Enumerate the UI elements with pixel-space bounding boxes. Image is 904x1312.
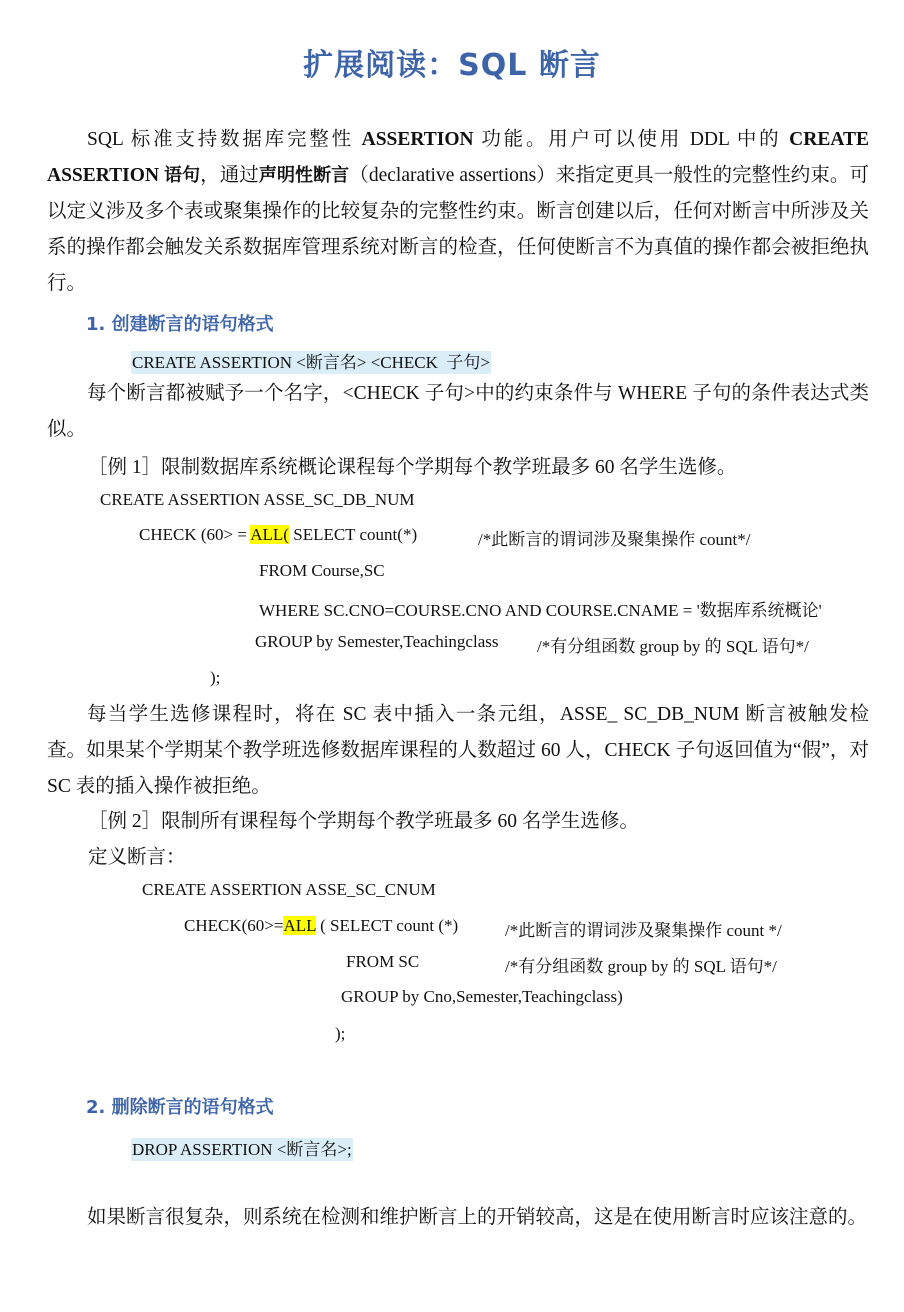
create-syntax: CREATE ASSERTION <断言名> <CHECK 子句> <box>132 353 490 372</box>
ex2-code-comment2: /*有分组函数 group by 的 SQL 语句*/ <box>505 957 777 976</box>
ex2-code-line1: CREATE ASSERTION ASSE_SC_CNUM <box>142 880 436 899</box>
example2-define-label: 定义断言： <box>88 847 186 868</box>
example2-title: ［例 2］限制所有课程每个学期每个教学班最多 60 名学生选修。 <box>88 811 639 832</box>
example1-title: ［例 1］限制数据库系统概论课程每个学期每个教学班最多 60 名学生选修。 <box>88 457 737 478</box>
section2-heading: 2. 删除断言的语句格式 <box>86 1097 274 1118</box>
ex2-code-line4: GROUP by Cno,Semester,Teachingclass) <box>341 987 623 1006</box>
ex1-code-line4: WHERE SC.CNO=COURSE.CNO AND COURSE.CNAME = '数据库系统概论' <box>259 601 822 620</box>
syntax-description: 每个断言都被赋予一个名字，<CHECK 子句>中的约束条件与 WHERE 子句的条件表达式类似。 <box>47 383 869 440</box>
ex1-code-line2: CHECK (60> = ALL( SELECT count(*) <box>139 525 418 544</box>
drop-syntax: DROP ASSERTION <断言名>; <box>132 1140 352 1159</box>
ex2-code-line2: CHECK(60>=ALL ( SELECT count (*) <box>184 916 459 935</box>
ex2-code-comment1: /*此断言的谓词涉及聚集操作 count */ <box>505 921 782 940</box>
ex1-code-line5: GROUP by Semester,Teachingclass <box>255 632 499 651</box>
page-title: 扩展阅读：SQL 断言 <box>303 48 601 83</box>
ex2-code-line3: FROM SC <box>346 952 420 971</box>
intro-paragraph: SQL 标准支持数据库完整性 ASSERTION 功能。用户可以使用 DDL 中的 CREATE ASSERTION 语句，通过声明性断言（declarative assertions）来指定更具一般性的完整性约束。可以定义涉及多个表或聚集操作的比较复杂的完整性约束。断言创建以后，任何对断言中所涉及关系的操作都会触发关系数据库管理系统对断言的检查，任何使断言不为真值的操作都会被拒绝执行。 <box>47 129 870 294</box>
ex1-code-comment2: /*有分组函数 group by 的 SQL 语句*/ <box>537 637 809 656</box>
ex1-code-line3: FROM Course,SC <box>259 561 385 580</box>
ex1-code-line6: ); <box>210 668 221 687</box>
ex1-code-comment1: /*此断言的谓词涉及聚集操作 count*/ <box>478 530 751 549</box>
drop-description: 如果断言很复杂，则系统在检测和维护断言上的开销较高，这是在使用断言时应该注意的。 <box>87 1207 868 1228</box>
ex2-code-line5: ); <box>335 1024 346 1043</box>
example1-description: 每当学生选修课程时，将在 SC 表中插入一条元组，ASSE_ SC_DB_NUM 断言被触发检查。如果某个学期某个教学班选修数据库课程的人数超过 60 人，CHECK 子句返回值为“假”，对 SC 表的插入操作被拒绝。 <box>47 704 869 797</box>
ex1-code-line1: CREATE ASSERTION ASSE_SC_DB_NUM <box>100 490 415 509</box>
section1-heading: 1. 创建断言的语句格式 <box>86 314 274 335</box>
